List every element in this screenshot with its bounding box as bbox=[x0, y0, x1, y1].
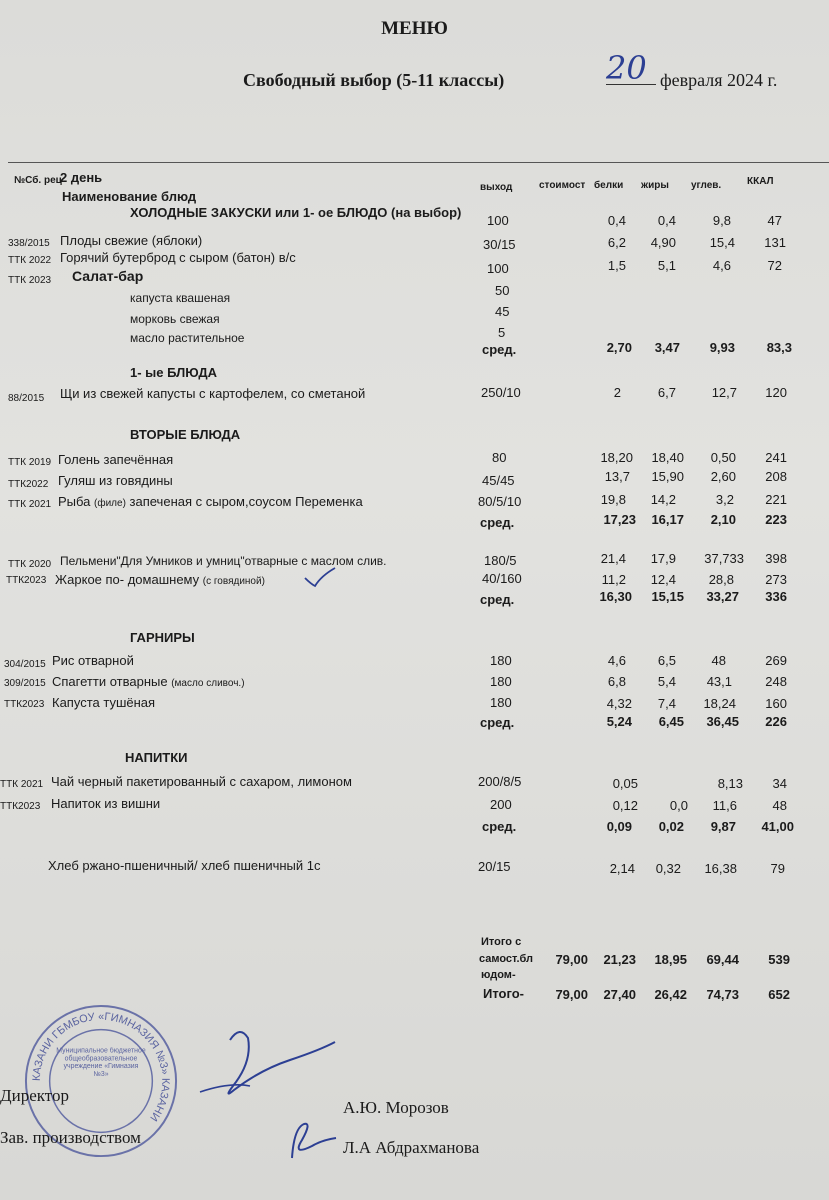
col-name: Наименование блюд bbox=[62, 189, 197, 204]
row-kcal: 273 bbox=[765, 572, 787, 587]
row-protein: 6,8 bbox=[607, 674, 626, 689]
col-carbs: углев. bbox=[691, 180, 722, 191]
row-protein: 19,8 bbox=[600, 492, 626, 507]
row-name-note: (с говядиной) bbox=[202, 576, 265, 587]
col-kcal: ККАЛ bbox=[747, 176, 774, 187]
row-kcal: 241 bbox=[765, 450, 787, 465]
section-second: ВТОРЫЕ БЛЮДА bbox=[130, 427, 241, 442]
total-label-line3: юдом- bbox=[481, 969, 516, 981]
row-code: 338/2015 bbox=[8, 238, 50, 249]
row-kcal: 48 bbox=[772, 798, 787, 813]
row-fat: 16,17 bbox=[651, 512, 684, 527]
row-yield: 180/5 bbox=[484, 553, 517, 568]
row-name bbox=[55, 572, 265, 590]
row-protein: 0,4 bbox=[607, 213, 626, 228]
total-label-line1: Итого с bbox=[481, 936, 522, 948]
row-protein: 0,12 bbox=[612, 798, 638, 813]
row-protein: 13,7 bbox=[604, 469, 630, 484]
header-divider bbox=[8, 162, 829, 163]
row-carbs: 3,2 bbox=[715, 492, 734, 507]
director-signature bbox=[170, 1020, 340, 1110]
row-carbs: 15,4 bbox=[709, 235, 735, 250]
row-kcal: 398 bbox=[765, 551, 787, 566]
row-yield: 100 bbox=[487, 213, 509, 228]
row-name-main: Рыба bbox=[58, 494, 91, 509]
stamp-ring-text: КАЗАНИ ГБМБОУ «ГИМНАЗИЯ №3» КАЗАНИ bbox=[30, 1010, 172, 1124]
page-title: МЕНЮ bbox=[381, 18, 448, 39]
grand-total-protein: 27,40 bbox=[603, 987, 636, 1002]
row-name: морковь свежая bbox=[130, 312, 220, 326]
row-code: ТТК 2021 bbox=[0, 779, 44, 790]
row-kcal: 120 bbox=[765, 385, 787, 400]
row-yield: 100 bbox=[487, 261, 509, 276]
row-fat: 17,9 bbox=[650, 551, 676, 566]
row-carbs: 4,6 bbox=[712, 258, 731, 273]
row-yield: 30/15 bbox=[483, 237, 516, 252]
row-protein: 18,20 bbox=[600, 450, 633, 465]
row-name: Капуста тушёная bbox=[52, 695, 156, 710]
row-protein: 2,14 bbox=[609, 861, 635, 876]
row-carbs: 0,50 bbox=[710, 450, 736, 465]
grand-total-label: Итого- bbox=[483, 986, 524, 1001]
row-fat: 14,2 bbox=[650, 492, 676, 507]
row-fat: 4,90 bbox=[650, 235, 676, 250]
row-kcal: 72 bbox=[767, 258, 782, 273]
row-fat: 6,5 bbox=[657, 653, 676, 668]
row-carbs: 36,45 bbox=[706, 714, 739, 729]
row-code: ТТК 2023 bbox=[8, 275, 52, 286]
row-name: Напиток из вишни bbox=[51, 796, 161, 811]
date-month-year: февраля 2024 г. bbox=[660, 70, 778, 90]
row-yield: 45 bbox=[495, 304, 510, 319]
col-protein: белки bbox=[594, 180, 624, 191]
row-protein: 6,2 bbox=[607, 235, 626, 250]
director-role: Директор bbox=[0, 1086, 69, 1105]
row-name: Плоды свежие (яблоки) bbox=[60, 233, 203, 248]
row-fat: 6,7 bbox=[657, 385, 676, 400]
total-label-line2: самост.бл bbox=[479, 953, 534, 965]
row-protein: 17,23 bbox=[603, 512, 636, 527]
row-code: ТТК2023 bbox=[6, 575, 47, 586]
row-carbs: 2,60 bbox=[710, 469, 736, 484]
section-cold: ХОЛОДНЫЕ ЗАКУСКИ или 1- ое БЛЮДО (на выбор) bbox=[130, 205, 462, 220]
row-yield: 5 bbox=[498, 325, 506, 340]
row-yield: 250/10 bbox=[481, 385, 521, 400]
row-carbs: 48 bbox=[711, 653, 726, 668]
row-code: 304/2015 bbox=[4, 659, 46, 670]
row-code: ТТК2023 bbox=[0, 801, 41, 812]
manager-signature bbox=[272, 1118, 342, 1168]
row-carbs: 12,7 bbox=[711, 385, 737, 400]
row-fat: 15,15 bbox=[651, 589, 684, 604]
row-fat: 0,02 bbox=[658, 819, 684, 834]
row-carbs: 11,6 bbox=[712, 798, 737, 813]
row-name: Рис отварной bbox=[52, 653, 134, 668]
row-kcal: 41,00 bbox=[761, 819, 794, 834]
checkmark-icon bbox=[303, 566, 337, 588]
total-protein: 21,23 bbox=[603, 952, 636, 967]
row-kcal: 223 bbox=[765, 512, 787, 527]
row-protein: 4,6 bbox=[607, 653, 626, 668]
row-fat: 6,45 bbox=[658, 714, 684, 729]
row-name bbox=[52, 674, 245, 692]
row-protein: 2 bbox=[613, 385, 621, 400]
row-carbs: 9,8 bbox=[712, 213, 731, 228]
row-code: ТТК2023 bbox=[4, 699, 45, 710]
grand-total-kcal: 652 bbox=[768, 987, 790, 1002]
row-protein: 5,24 bbox=[606, 714, 632, 729]
col-yield: выход bbox=[480, 182, 513, 193]
row-carbs: 18,24 bbox=[703, 696, 736, 711]
section-sides: ГАРНИРЫ bbox=[130, 630, 195, 645]
col-fat: жиры bbox=[641, 180, 669, 191]
row-carbs: 28,8 bbox=[708, 572, 734, 587]
row-yield: 200/8/5 bbox=[478, 774, 522, 789]
row-kcal: 336 bbox=[765, 589, 787, 604]
row-carbs: 33,27 bbox=[706, 589, 739, 604]
row-yield: 180 bbox=[490, 653, 512, 668]
subtitle: Свободный выбор (5-11 классы) bbox=[243, 70, 505, 90]
row-fat: 0,0 bbox=[669, 798, 688, 813]
row-protein: 2,70 bbox=[606, 340, 632, 355]
row-avg-label: сред. bbox=[482, 819, 517, 834]
row-yield: 20/15 bbox=[478, 859, 511, 874]
row-protein: 1,5 bbox=[607, 258, 626, 273]
total-fat: 18,95 bbox=[654, 952, 687, 967]
row-protein: 0,09 bbox=[606, 819, 632, 834]
row-kcal: 83,3 bbox=[766, 340, 792, 355]
row-name: Щи из свежей капусты с картофелем, со сметаной bbox=[60, 386, 366, 401]
director-name: А.Ю. Морозов bbox=[343, 1098, 449, 1117]
row-carbs: 43,1 bbox=[706, 674, 732, 689]
row-name: Салат-бар bbox=[72, 268, 144, 284]
row-yield: 50 bbox=[495, 283, 510, 298]
manager-role: Зав. производством bbox=[0, 1128, 141, 1147]
row-fat: 0,32 bbox=[655, 861, 681, 876]
total-cost: 79,00 bbox=[555, 952, 588, 967]
row-carbs: 37,733 bbox=[704, 551, 744, 566]
row-kcal: 248 bbox=[765, 674, 787, 689]
row-fat: 18,40 bbox=[651, 450, 684, 465]
stamp-center-text: Муниципальное бюджетное общеобразовательное учреждение «Гимназия №3» bbox=[56, 1047, 146, 1079]
row-yield: 180 bbox=[490, 674, 512, 689]
total-kcal: 539 bbox=[768, 952, 790, 967]
row-name: Горячий бутерброд с сыром (батон) в/с bbox=[60, 250, 296, 265]
row-code: ТТК 2020 bbox=[8, 559, 52, 570]
row-kcal: 226 bbox=[765, 714, 787, 729]
row-name-main: Жаркое по- домашнему bbox=[55, 572, 200, 587]
row-avg-label: сред. bbox=[482, 342, 517, 357]
row-name: Гуляш из говядины bbox=[58, 473, 173, 488]
row-fat: 12,4 bbox=[650, 572, 676, 587]
row-kcal: 269 bbox=[765, 653, 787, 668]
row-kcal: 160 bbox=[765, 696, 787, 711]
row-name-main: Спагетти отварные bbox=[52, 674, 168, 689]
section-first: 1- ые БЛЮДА bbox=[130, 365, 217, 380]
row-avg-label: сред. bbox=[480, 592, 515, 607]
row-carbs: 8,13 bbox=[717, 776, 743, 791]
row-avg-label: сред. bbox=[480, 515, 515, 530]
row-fat: 5,1 bbox=[657, 258, 676, 273]
row-kcal: 47 bbox=[767, 213, 782, 228]
row-code: 88/2015 bbox=[8, 393, 45, 404]
row-name bbox=[58, 494, 363, 512]
col-cost: стоимост bbox=[539, 180, 586, 191]
row-code: ТТК 2022 bbox=[8, 255, 52, 266]
row-name-tail: запеченая с сыром,соусом Переменка bbox=[129, 494, 363, 509]
row-protein: 21,4 bbox=[600, 551, 626, 566]
row-protein: 0,05 bbox=[612, 776, 638, 791]
row-name-note: (филе) bbox=[94, 498, 126, 509]
row-kcal: 79 bbox=[770, 861, 785, 876]
row-carbs: 9,87 bbox=[710, 819, 736, 834]
row-avg-label: сред. bbox=[480, 715, 515, 730]
row-yield: 80/5/10 bbox=[478, 494, 522, 509]
section-drinks: НАПИТКИ bbox=[125, 750, 188, 765]
row-name: Хлеб ржано-пшеничный/ хлеб пшеничный 1с bbox=[48, 858, 321, 873]
row-name: капуста квашеная bbox=[130, 291, 231, 305]
grand-total-carbs: 74,73 bbox=[706, 987, 739, 1002]
row-kcal: 34 bbox=[772, 776, 787, 791]
row-fat: 7,4 bbox=[657, 696, 676, 711]
row-name-note: (масло сливоч.) bbox=[171, 678, 245, 689]
row-kcal: 221 bbox=[765, 492, 787, 507]
row-carbs: 9,93 bbox=[709, 340, 735, 355]
manager-name: Л.А Абдрахманова bbox=[343, 1138, 480, 1157]
row-yield: 40/160 bbox=[482, 571, 522, 586]
row-code: ТТК2022 bbox=[8, 479, 49, 490]
date-day-handwritten: 20 bbox=[606, 52, 656, 85]
row-fat: 0,4 bbox=[657, 213, 676, 228]
row-name: масло растительное bbox=[130, 331, 245, 345]
row-carbs: 2,10 bbox=[710, 512, 736, 527]
row-protein: 11,2 bbox=[601, 572, 626, 587]
col-recipe: №Сб. рец bbox=[14, 175, 62, 186]
row-fat: 3,47 bbox=[654, 340, 680, 355]
row-carbs: 16,38 bbox=[704, 861, 737, 876]
grand-total-cost: 79,00 bbox=[555, 987, 588, 1002]
row-kcal: 131 bbox=[764, 235, 786, 250]
total-carbs: 69,44 bbox=[706, 952, 739, 967]
row-yield: 80 bbox=[492, 450, 507, 465]
row-code: ТТК 2019 bbox=[8, 457, 52, 468]
row-yield: 180 bbox=[490, 695, 512, 710]
row-yield: 45/45 bbox=[482, 473, 515, 488]
grand-total-fat: 26,42 bbox=[654, 987, 687, 1002]
row-fat: 5,4 bbox=[657, 674, 676, 689]
row-kcal: 208 bbox=[765, 469, 787, 484]
row-fat: 15,90 bbox=[651, 469, 684, 484]
row-name: Пельмени"Для Умников и умниц"отварные с маслом слив. bbox=[60, 554, 387, 568]
row-protein: 16,30 bbox=[599, 589, 632, 604]
row-protein: 4,32 bbox=[606, 696, 632, 711]
row-yield: 200 bbox=[490, 797, 512, 812]
row-name: Чай черный пакетированный с сахаром, лимоном bbox=[51, 774, 352, 789]
row-name: Голень запечённая bbox=[58, 452, 174, 467]
col-day: 2 день bbox=[60, 170, 103, 185]
row-code: ТТК 2021 bbox=[8, 499, 52, 510]
row-code: 309/2015 bbox=[4, 678, 46, 689]
